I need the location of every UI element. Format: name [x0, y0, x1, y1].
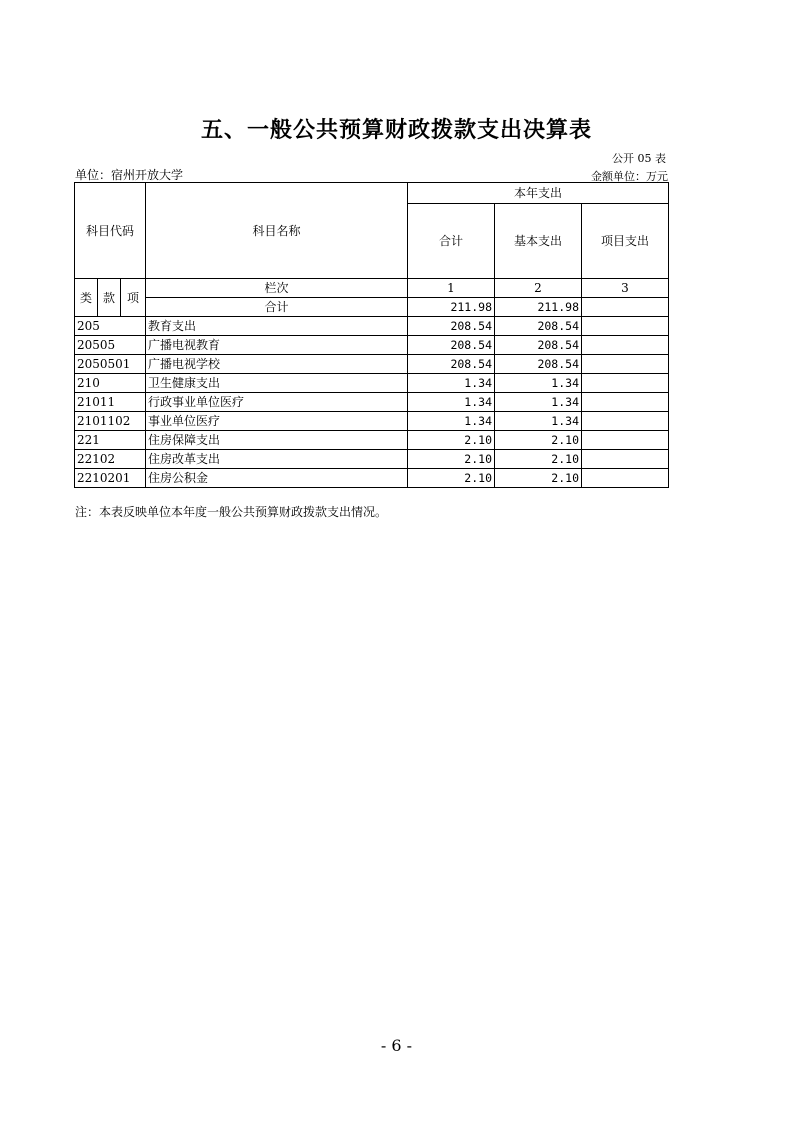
row-code: 21011	[75, 393, 146, 412]
row-name: 事业单位医疗	[146, 412, 408, 431]
budget-table	[74, 182, 669, 488]
header-code: 科目代码	[75, 183, 146, 279]
row-project	[582, 393, 669, 412]
row-basic: 1.34	[495, 412, 582, 431]
table-row	[75, 374, 669, 393]
row-project	[582, 374, 669, 393]
row-code: 2050501	[75, 355, 146, 374]
unit-label: 单位：宿州开放大学	[75, 168, 184, 182]
header-total: 合计	[408, 204, 495, 279]
row-code: 22102	[75, 450, 146, 469]
row-basic: 1.34	[495, 374, 582, 393]
header-project: 项目支出	[582, 204, 669, 279]
row-name: 住房保障支出	[146, 431, 408, 450]
row-total: 208.54	[408, 355, 495, 374]
total-row	[75, 298, 669, 317]
row-total: 1.34	[408, 374, 495, 393]
row-code: 20505	[75, 336, 146, 355]
amount-unit: 金额单位：万元	[591, 170, 668, 183]
table-row	[75, 336, 669, 355]
table-row	[75, 431, 669, 450]
row-name: 住房改革支出	[146, 450, 408, 469]
row-total: 2.10	[408, 431, 495, 450]
row-basic: 1.34	[495, 393, 582, 412]
table-row	[75, 469, 669, 488]
total-row-label: 合计	[146, 298, 408, 317]
total-row-project	[582, 298, 669, 317]
table-note: 注：本表反映单位本年度一般公共预算财政拨款支出情况。	[75, 505, 388, 519]
header-current-year: 本年支出	[408, 183, 669, 204]
row-project	[582, 431, 669, 450]
table-row	[75, 393, 669, 412]
table-row	[75, 412, 669, 431]
row-total: 1.34	[408, 412, 495, 431]
row-total: 208.54	[408, 317, 495, 336]
page-number: - 6 -	[380, 1036, 413, 1055]
row-project	[582, 469, 669, 488]
column-index-label: 栏次	[146, 279, 408, 298]
table-row	[75, 317, 669, 336]
row-basic: 2.10	[495, 431, 582, 450]
header-basic: 基本支出	[495, 204, 582, 279]
header-lei: 类	[75, 279, 98, 317]
row-basic: 2.10	[495, 469, 582, 488]
row-basic: 208.54	[495, 317, 582, 336]
header-xiang: 项	[121, 279, 146, 317]
row-name: 广播电视教育	[146, 336, 408, 355]
table-row	[75, 355, 669, 374]
page-title: 五、一般公共预算财政拨款支出决算表	[200, 118, 592, 143]
row-name: 住房公积金	[146, 469, 408, 488]
row-total: 208.54	[408, 336, 495, 355]
row-basic: 2.10	[495, 450, 582, 469]
column-index-3: 3	[582, 279, 669, 298]
total-row-total: 211.98	[408, 298, 495, 317]
row-project	[582, 355, 669, 374]
row-code: 2101102	[75, 412, 146, 431]
table-row	[75, 450, 669, 469]
row-total: 1.34	[408, 393, 495, 412]
form-code: 公开 05 表	[612, 152, 666, 165]
header-name: 科目名称	[146, 183, 408, 279]
row-project	[582, 412, 669, 431]
row-code: 2210201	[75, 469, 146, 488]
row-basic: 208.54	[495, 355, 582, 374]
row-name: 卫生健康支出	[146, 374, 408, 393]
row-name: 教育支出	[146, 317, 408, 336]
row-project	[582, 450, 669, 469]
row-code: 221	[75, 431, 146, 450]
row-project	[582, 317, 669, 336]
column-index-1: 1	[408, 279, 495, 298]
row-name: 广播电视学校	[146, 355, 408, 374]
row-name: 行政事业单位医疗	[146, 393, 408, 412]
row-project	[582, 336, 669, 355]
header-kuan: 款	[98, 279, 121, 317]
total-row-basic: 211.98	[495, 298, 582, 317]
column-index-2: 2	[495, 279, 582, 298]
row-total: 2.10	[408, 450, 495, 469]
row-total: 2.10	[408, 469, 495, 488]
row-code: 205	[75, 317, 146, 336]
row-basic: 208.54	[495, 336, 582, 355]
row-code: 210	[75, 374, 146, 393]
